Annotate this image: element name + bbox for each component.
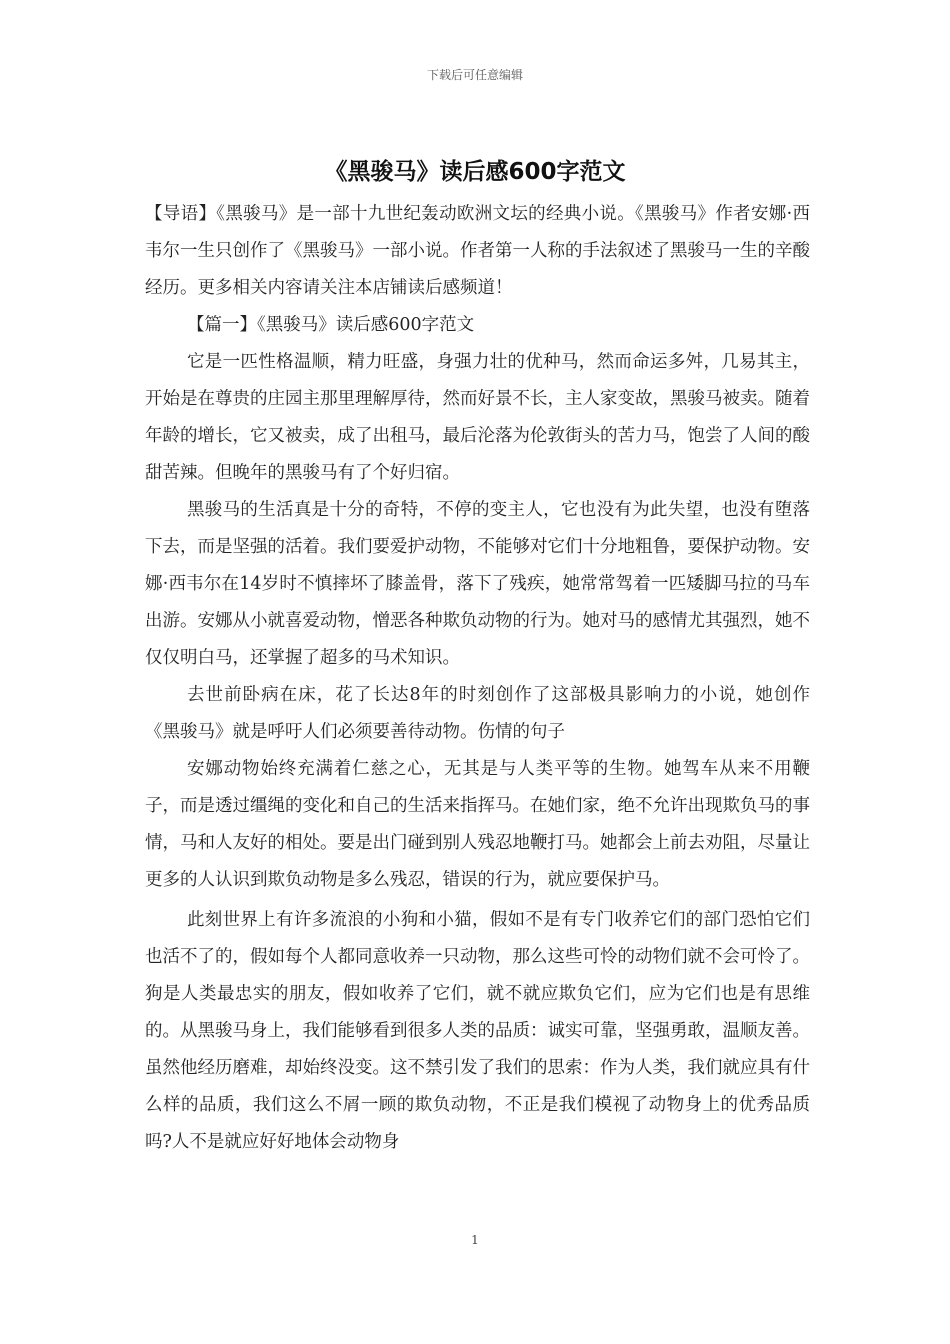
body-paragraph: 安娜动物始终充满着仁慈之心，无其是与人类平等的生物。她驾车从来不用鞭子，而是透过缰绳的变化和自己的生活来指挥马。在她们家，绝不允许出现欺负马的事情，马和人友好的相处。要是出门碰到别人残忍地鞭打马。她都会上前去劝阻，尽量让更多的人认识到欺负动物是多么残忍，错误的行为，就应要保护马。 xyxy=(145,759,810,890)
body-paragraph: 此刻世界上有许多流浪的小狗和小猫，假如不是有专门收养它们的部门恐怕它们也活不了的，假如每个人都同意收养一只动物，那么这些可怜的动物们就不会可怜了。狗是人类最忠实的朋友，假如收养了它们，就不就应欺负它们，应为它们也是有思维的。从黑骏马身上，我们能够看到很多人类的品质：诚实可靠，坚强勇敢，温顺友善。虽然他经历磨难，却始终没变。这不禁引发了我们的思索：作为人类，我们就应具有什么样的品质，我们这么不屑一顾的欺负动物，不正是我们模视了动物身上的优秀品质吗?人不是就应好好地体会动物身 xyxy=(145,910,810,1152)
body-paragraph: 黑骏马的生活真是十分的奇特，不停的变主人，它也没有为此失望，也没有堕落下去，而是坚强的活着。我们要爱护动物，不能够对它们十分地粗鲁，要保护动物。安娜·西韦尔在14岁时不慎摔坏了膝盖骨，落下了残疾，她常常驾着一匹矮脚马拉的马车出游。安娜从小就喜爱动物，憎恶各种欺负动物的行为。她对马的感情尤其强烈，她不仅仅明白马，还掌握了超多的马术知识。 xyxy=(145,500,810,668)
body-paragraph: 去世前卧病在床，花了长达8年的时刻创作了这部极具影响力的小说，她创作《黑骏马》就是呼吁人们必须要善待动物。伤情的句子 xyxy=(145,685,810,742)
document-body xyxy=(145,196,810,1161)
page-header: 下载后可任意编辑 xyxy=(426,68,523,82)
document-title: 《黑骏马》读后感600字范文 xyxy=(324,159,626,185)
page-number: 1 xyxy=(471,1233,479,1247)
intro-paragraph: 【导语】《黑骏马》是一部十九世纪轰动欧洲文坛的经典小说。《黑骏马》作者安娜·西韦尔一生只创作了《黑骏马》一部小说。作者第一人称的手法叙述了黑骏马一生的辛酸经历。更多相关内容请关注本店铺读后感频道！ xyxy=(145,204,810,298)
body-paragraph: 它是一匹性格温顺，精力旺盛，身强力壮的优种马，然而命运多舛，几易其主，开始是在尊贵的庄园主那里理解厚待，然而好景不长，主人家变故，黑骏马被卖。随着年龄的增长，它又被卖，成了出租马，最后沦落为伦敦街头的苦力马，饱尝了人间的酸甜苦辣。但晚年的黑骏马有了个好归宿。 xyxy=(145,352,810,483)
section-heading: 【篇一】《黑骏马》读后感600字范文 xyxy=(187,315,475,335)
